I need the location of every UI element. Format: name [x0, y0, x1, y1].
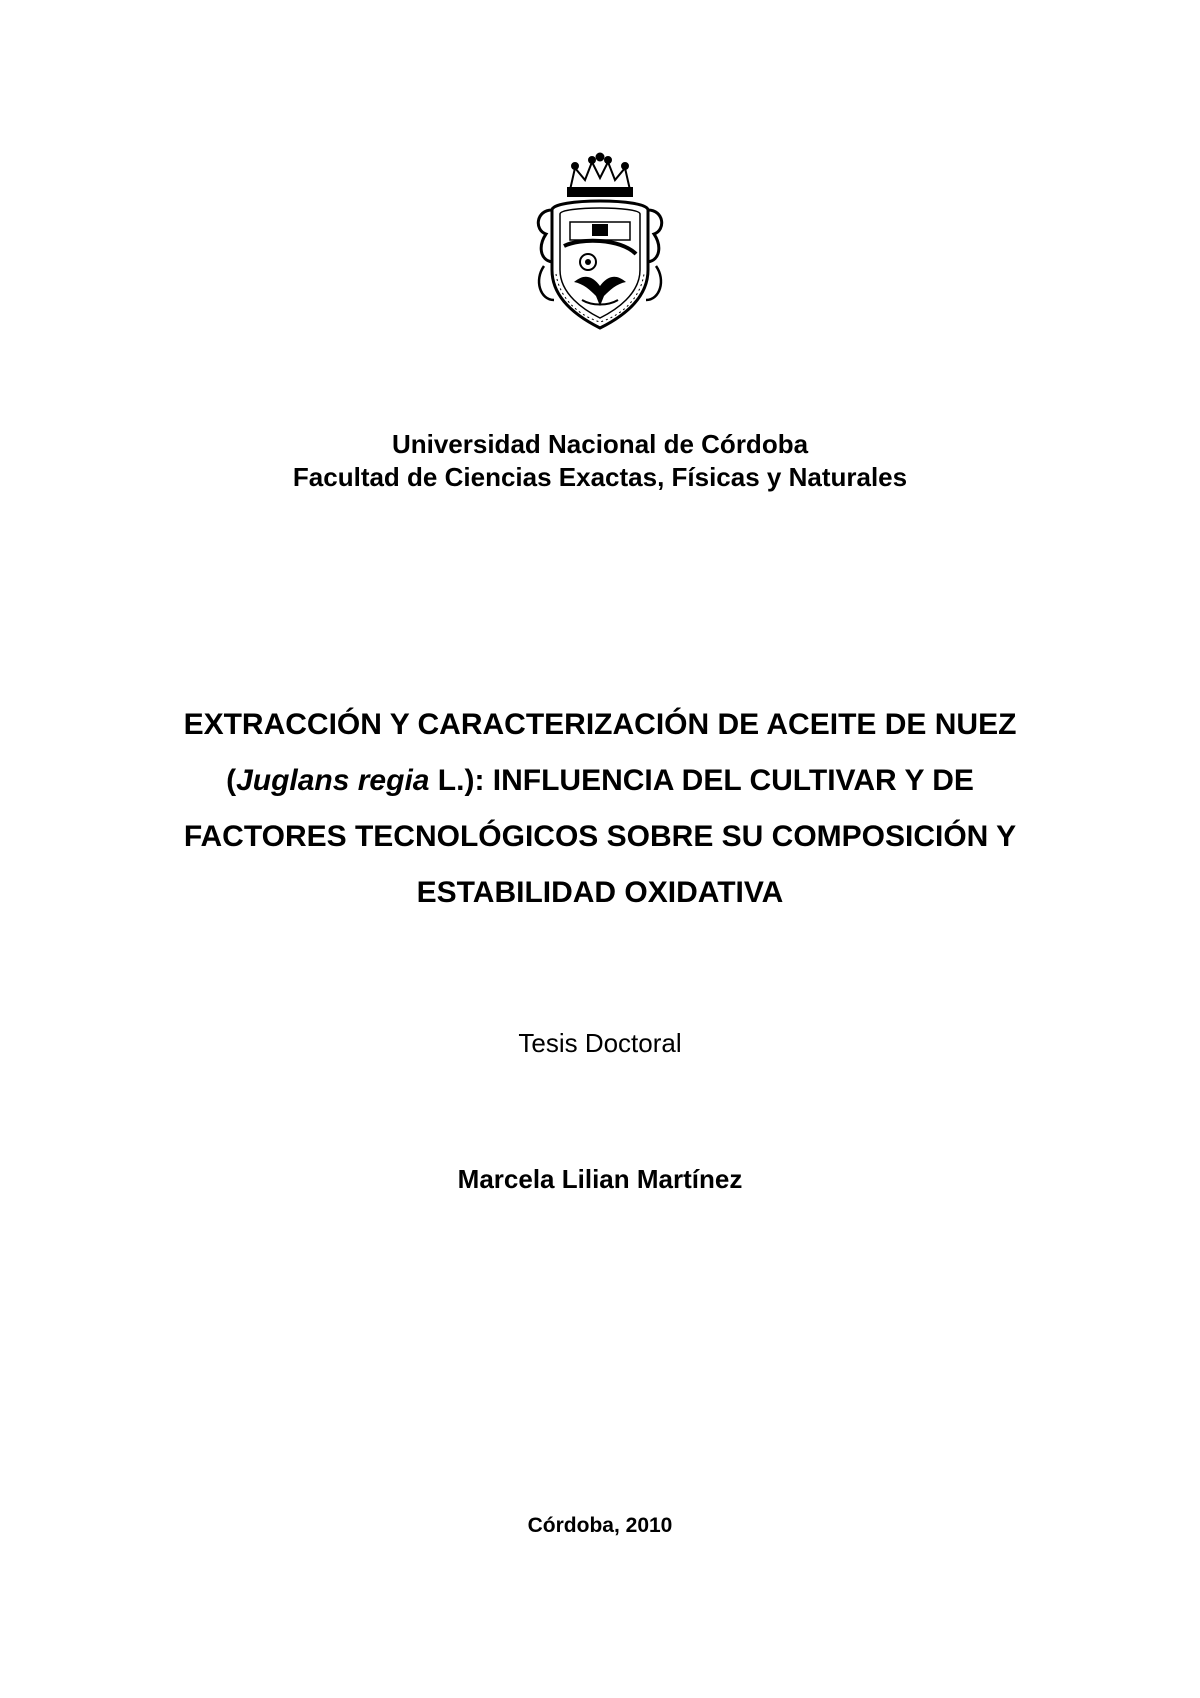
university-seal-icon — [530, 150, 670, 340]
title-line-1: EXTRACCIÓN Y CARACTERIZACIÓN DE ACEITE DE NUEZ — [183, 708, 1017, 741]
title-line-4: ESTABILIDAD OXIDATIVA — [416, 876, 784, 909]
thesis-type: Tesis Doctoral — [518, 1028, 682, 1058]
title-line-2-rest: L.): INFLUENCIA DEL CULTIVAR Y DE — [429, 764, 974, 797]
author-name: Marcela Lilian Martínez — [457, 1164, 743, 1194]
title-species-name: Juglans regia — [236, 764, 430, 797]
title-line-2-open: ( — [226, 764, 237, 797]
thesis-title — [100, 697, 1100, 921]
place-date: Córdoba, 2010 — [527, 1514, 673, 1537]
institution-header — [0, 428, 1200, 494]
seal-drawing — [530, 150, 670, 340]
title-line-3: FACTORES TECNOLÓGICOS SOBRE SU COMPOSICIÓN Y — [183, 820, 1017, 853]
faculty-name: Facultad de Ciencias Exactas, Físicas y Naturales — [292, 462, 908, 492]
title-line-2 — [100, 753, 1100, 809]
university-name: Universidad Nacional de Córdoba — [391, 429, 809, 459]
